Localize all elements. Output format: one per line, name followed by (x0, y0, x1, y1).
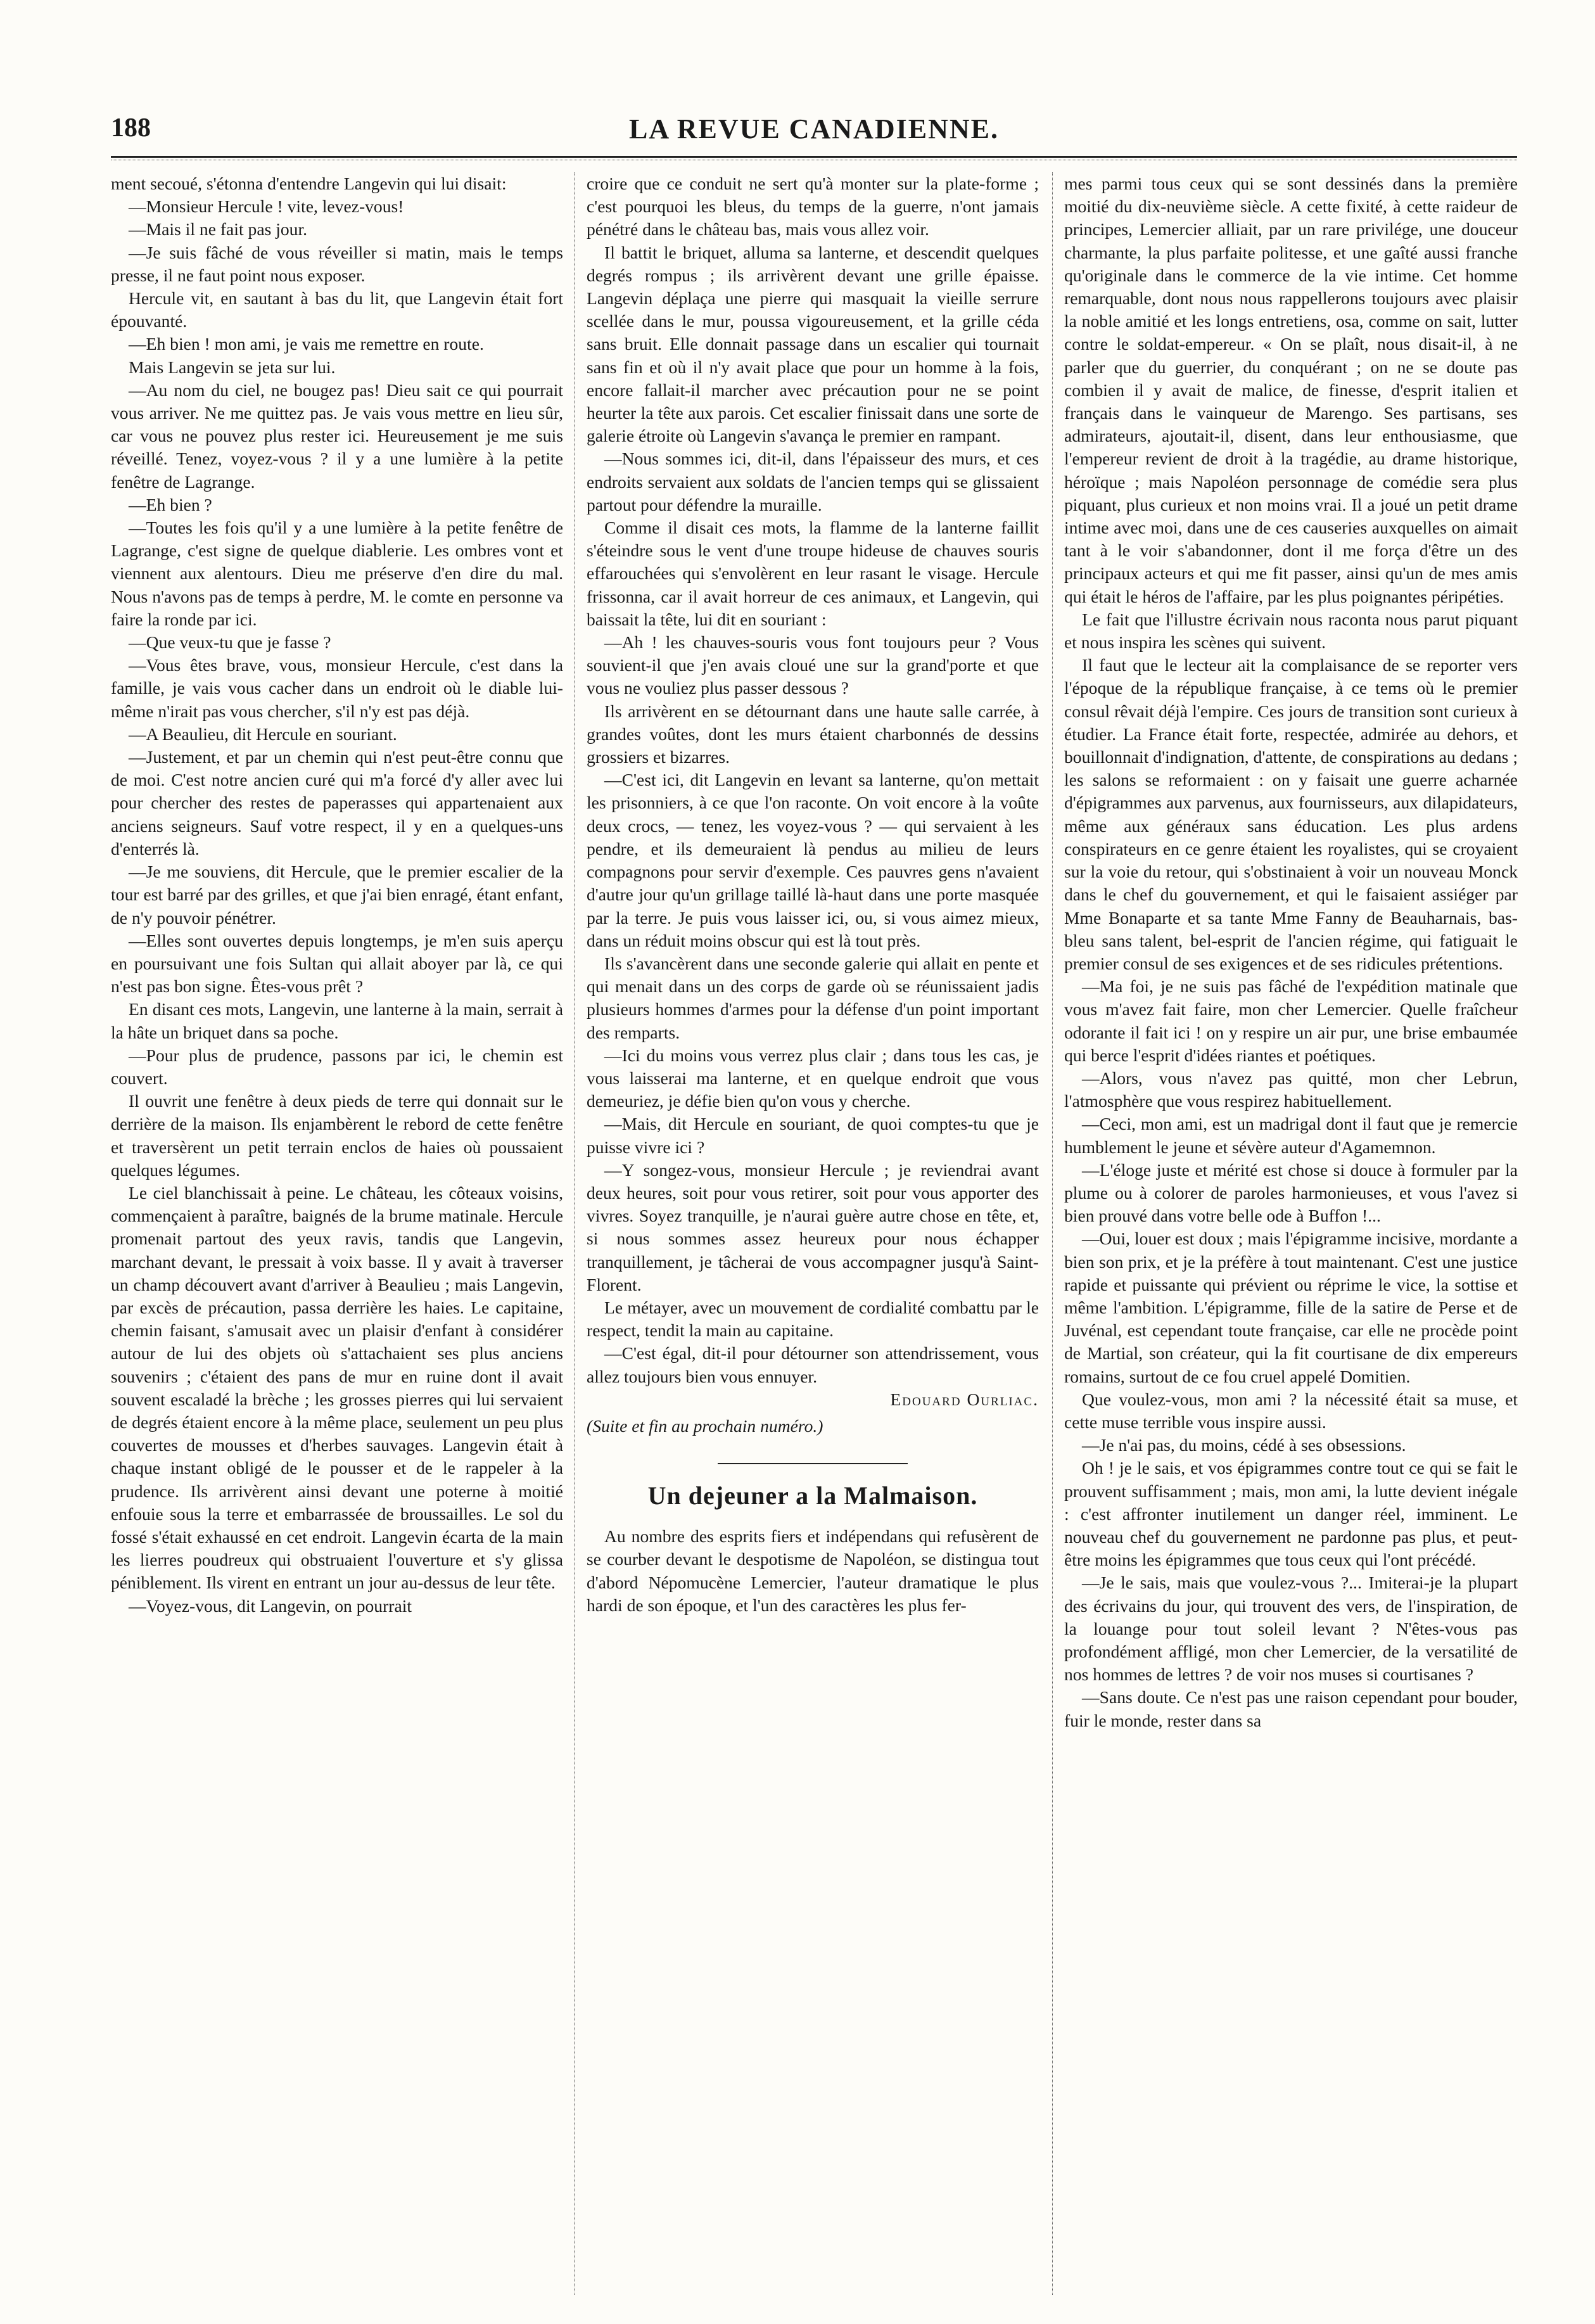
paragraph: —Oui, louer est doux ; mais l'épigramme incisive, mordante a bien son prix, et je la préfère à tout maintenant. C'est une justice rapide et puissante qui prévient ou réprime le vice, la sottise et même l'ambition. L'épigramme, fille de la satire de Perse et de Juvénal, est cependant toute française, car elle ne procède point de Martial, son créateur, qui la fit courtisane de dix empereurs romains, surtout de ce fou cruel appelé Domitien. (1064, 1229, 1518, 1386)
paragraph: —Y songez-vous, monsieur Hercule ; je reviendrai avant deux heures, soit pour vous retirer, soit pour vous apporter des vivres. Soyez tranquille, je n'aurai guère autre chose en tête, et, si nous sommes assez heureux pour nous échapper tranquillement, je tâcherai de vous accompagner jusqu'à Saint-Florent. (587, 1159, 1039, 1294)
page-header (111, 113, 1517, 151)
paragraph: Que voulez-vous, mon ami ? la nécessité était sa muse, et cette muse terrible vous inspire aussi. (1064, 1389, 1518, 1432)
paragraph: croire que ce conduit ne sert qu'à monter sur la plate-forme ; c'est pourquoi les bleus, du temps de la guerre, n'ont jamais pénétré dans le château bas, mais vous allez voir. (587, 174, 1039, 239)
paragraph: —Justement, et par un chemin qui n'est peut-être connu que de moi. C'est notre ancien curé qui m'a forcé d'y aller avec lui pour chercher des restes de paperasses qui appartenaient aux anciens seigneurs. Sauf votre respect, il y en a quelques-uns d'enterrés là. (111, 747, 563, 859)
paragraph: —Je suis fâché de vous réveiller si matin, mais le temps presse, il ne faut point nous exposer. (111, 242, 563, 285)
paragraph: —C'est égal, dit-il pour détourner son attendrissement, vous allez toujours bien vous ennuyer. (587, 1343, 1039, 1386)
column-divider (574, 172, 575, 2295)
paragraph: —Vous êtes brave, vous, monsieur Hercule, c'est dans la famille, je vais vous cacher dans un endroit où le diable lui-même n'irait pas vous chercher, s'il n'y est pas déjà. (111, 655, 563, 721)
paragraph: —Ah ! les chauves-souris vous font toujours peur ? Vous souvient-il que j'en avais cloué une sur la grand'porte et que vous ne vouliez plus passer dessous ? (587, 632, 1039, 698)
paragraph: Il battit le briquet, alluma sa lanterne, et descendit quelques degrés rompus ; ils arrivèrent devant une grille épaisse. Langevin déplaça une pierre qui masquait la vieille serrure scellée dans le mur, poussa vigoureusement, et la grille céda sans bruit. Elle donnait passage dans un escalier qui tournait sans fin et où il n'y avait place que pour un homme à la fois, encore fallait-il marcher avec précaution pour ne se point heurter la tête aux parois. Cet escalier finissait dans une sorte de galerie étroite où Langevin s'avança le premier en rampant. (587, 242, 1039, 446)
paragraph: —Eh bien ? (129, 494, 212, 514)
paragraph: —Ici du moins vous verrez plus clair ; dans tous les cas, je vous laisserai ma lanterne, et en quelque endroit que vous demeuriez, je défie bien qu'on vous y cherche. (587, 1045, 1039, 1111)
paragraph: —Sans doute. Ce n'est pas une raison cependant pour bouder, fuir le monde, rester dans sa (1064, 1687, 1518, 1730)
paragraph: ment secoué, s'étonna d'entendre Langevin qui lui disait: (111, 174, 507, 193)
paragraph: —Mais il ne fait pas jour. (129, 219, 308, 239)
paragraph: mes parmi tous ceux qui se sont dessinés dans la première moitié du dix-neuvième siècle. A cette fixité, à cette raideur de principes, Lemercier alliait, par un rare privilége, une douceur charmante, la plus parfaite politesse, et une gaîté aussi franche qu'originale dans le commerce de la vie intime. Cet homme remarquable, dont nous nous rappellerons toujours avec plaisir la noble amitié et les longs entretiens, osa, comme on sait, lutter contre le soldat-empereur. « On se plaît, nous disait-il, à ne parler que du guerrier, du conquérant ; on ne se doute pas combien il y avait de malice, de finesse, d'esprit italien et français dans le vainqueur de Marengo. Ses partisans, ses admirateurs, ajoutait-il, disent, dans leur enthousiasme, que l'empereur revient de droit à la tragédie, au drame historique, héroïque ; mais Napoléon personnage de comédie sera plus piquant, plus curieux et non moins vrai. Il a joué un petit drame intime avec moi, dans une de ces causeries auxquelles on aimait tant à le voir s'abandonner, dont il me força d'être un des principaux acteurs et qui me fit passer, ainsi qu'un de mes amis qui était le héros de l'affaire, par les plus poignantes péripéties. (1064, 174, 1518, 606)
paragraph: —Je me souviens, dit Hercule, que le premier escalier de la tour est barré par des grilles, et que j'ai bien enragé, étant enfant, de n'y pouvoir pénétrer. (111, 862, 563, 928)
paragraph: Il ouvrit une fenêtre à deux pieds de terre qui donnait sur le derrière de la maison. Ils enjambèrent le rebord de cette fenêtre et traversèrent un petit terrain enclos de haies où poussaient quelques légumes. (111, 1091, 563, 1180)
paragraph: Oh ! je le sais, et vos épigrammes contre tout ce qui se fait le prouvent suffisamment ; mais, mon ami, la lutte devient inégale : c'est affronter inutilement un danger réel, imminent. Le nouveau chef du gouvernement ne pardonne pas plus, et peut-être moins les épigrammes que tous ceux qui l'ont précédé. (1064, 1458, 1518, 1570)
paragraph: Comme il disait ces mots, la flamme de la lanterne faillit s'éteindre sous le vent d'une troupe hideuse de chauves souris effarouchées qui s'envolèrent en leur rasant le visage. Hercule frissonna, car il avait horreur de ces animaux, et Langevin, qui baissait la tête, lui dit en souriant : (587, 518, 1039, 629)
paragraph: —Je n'ai pas, du moins, cédé à ses obsessions. (1082, 1435, 1406, 1455)
section-title: Un dejeuner a la Malmaison. (647, 1481, 978, 1510)
paragraph: —Voyez-vous, dit Langevin, on pourrait (129, 1595, 412, 1616)
paragraph: —Mais, dit Hercule en souriant, de quoi comptes-tu que je puisse vivre ici ? (587, 1114, 1039, 1157)
paragraph: —L'éloge juste et mérité est chose si douce à formuler par la plume ou à colorer de paroles harmonieuses, et vous l'avez si bien prouvé dans votre belle ode à Buffon !... (1064, 1159, 1518, 1226)
header-rule (111, 156, 1517, 158)
text-column-3 (1064, 172, 1518, 2301)
paragraph: —Que veux-tu que je fasse ? (129, 632, 331, 653)
paragraph: —Monsieur Hercule ! vite, levez-vous! (129, 196, 404, 217)
paragraph: Le ciel blanchissait à peine. Le château, les côteaux voisins, commençaient à paraître, baignés de la brume matinale. Hercule promenait partout des yeux ravis, tandis que Langevin, marchant devant, le pressait à voix basse. Il y avait à traverser un champ découvert avant d'arriver à Beaulieu ; mais Langevin, par excès de précaution, passa derrière les haies. Le capitaine, chemin faisant, s'amusait avec un plaisir d'enfant à considérer autour de lui des objets où s'attachaient ses plus anciens souvenirs ; c'étaient des pans de mur en ruine dont il avait souvent escaladé la brèche ; les grosses pierres qui lui servaient de degrés étaient encore à la même place, seulement un peu plus couvertes de mousses et d'herbes sauvages. Langevin était à chaque instant obligé de le pousser et de le rappeler à la prudence. Ils arrivèrent ainsi devant une poterne à moitié enfouie sous la terre et embarrassée de broussailles. Le sol du fossé s'était exhaussé en cet endroit. Langevin écarta de la main les lierres poudreux qui obstruaient l'ouverture et s'y glissa péniblement. Ils virent en entrant un jour au-dessus de leur tête. (111, 1182, 563, 1593)
paragraph: —Ma foi, je ne suis pas fâché de l'expédition matinale que vous m'avez fait faire, mon cher Lemercier. Quelle fraîcheur odorante il fait ici ! on y respire un air pur, une brise embaumée qui berce l'esprit d'idées riantes et poétiques. (1064, 976, 1518, 1065)
column-divider (1052, 172, 1053, 2295)
paragraph: —Toutes les fois qu'il y a une lumière à la petite fenêtre de Lagrange, c'est signe de quelque diablerie. Les ombres vont et viennent aux alentours. Dieu me préserve d'en dire du mal. Nous n'avons pas de temps à perdre, M. le comte en personne va faire la ronde par ici. (111, 518, 563, 629)
paragraph: —Ceci, mon ami, est un madrigal dont il faut que je remercie humblement le jeune et sévère auteur d'Agamemnon. (1064, 1114, 1518, 1157)
paragraph: Il faut que le lecteur ait la complaisance de se reporter vers l'époque de la république française, à ce tems où le premier consul rêvait déjà l'empire. Ces jours de transition sont curieux à étudier. La France était forte, respectée, admirée au dehors, et bouillonnait d'indignation, d'attente, de conspirations au dedans ; les salons se reformaient : on y faisait une guerre acharnée d'épigrammes aux parvenus, aux fournisseurs, aux dilapidateurs, même aux généraux sans éducation. Les plus ardens conspirateurs en ce genre étaient les royalistes, qui se croyaient sur la voie du retour, qui s'obstinaient à voir un nouveau Monck dans le chef du gouvernement, et qui le faisaient assiéger par Mme Bonaparte et sa tante Mme Fanny de Beauharnais, bas-bleu sans talent, bel-esprit de l'ancien régime, qui fatiguait le premier consul de ses exigences et de ses ridicules prétentions. (1064, 655, 1518, 973)
paragraph: —Elles sont ouvertes depuis longtemps, je m'en suis aperçu en poursuivant une fois Sultan qui allait aboyer par là, ce qui n'est pas bon signe. Êtes-vous prêt ? (111, 930, 563, 997)
paragraph: —Je le sais, mais que voulez-vous ?... Imiterai-je la plupart des écrivains du jour, qui trouvent des vers, de l'inspiration, de la louange pour tout soleil levant ? N'êtes-vous pas profondément affligé, mon cher Lemercier, de la versatilité de nos hommes de lettres ? de voir nos muses si courtisanes ? (1064, 1573, 1518, 1685)
section-separator (718, 1463, 908, 1464)
running-title: LA REVUE CANADIENNE. (629, 113, 999, 144)
paragraph: Mais Langevin se jeta sur lui. (129, 357, 336, 377)
text-column-1 (111, 172, 563, 2301)
paragraph: —C'est ici, dit Langevin en levant sa lanterne, qu'on mettait les prisonniers, à ce que l'on raconte. On voit encore à la voûte deux crocs, — tenez, les voyez-vous ? — qui servaient à les pendre, et ils demeuraient là pendus au milieu de leurs compagnons pour servir d'exemple. Ces pauvres gens n'avaient d'autre jour qu'un grillage taillé là-haut dans une porte masquée par la terre. Je puis vous laisser ici, ou, si vous aimez mieux, dans un réduit moins obscur qui est là tout près. (587, 770, 1039, 950)
paragraph: En disant ces mots, Langevin, une lanterne à la main, serrait à la hâte un briquet dans sa poche. (111, 999, 563, 1042)
paragraph: Hercule vit, en sautant à bas du lit, que Langevin était fort épouvanté. (111, 288, 563, 331)
paragraph: Le fait que l'illustre écrivain nous raconta nous parut piquant et nous inspira les scènes qui suivent. (1064, 609, 1518, 653)
paragraph: —Alors, vous n'avez pas quitté, mon cher Lebrun, l'atmosphère que vous respirez habituellement. (1064, 1068, 1518, 1111)
paragraph: —Eh bien ! mon ami, je vais me remettre en route. (129, 334, 484, 354)
paragraph: Ils s'avancèrent dans une seconde galerie qui allait en pente et qui menait dans un des corps de garde où se réunissaient jadis plusieurs hommes d'armes pour la défense d'un point important des remparts. (587, 953, 1039, 1042)
paragraph: Le métayer, avec un mouvement de cordialité combattu par le respect, tendit la main au capitaine. (587, 1297, 1039, 1341)
paragraph: —Pour plus de prudence, passons par ici, le chemin est couvert. (111, 1045, 563, 1088)
paragraph: —Nous sommes ici, dit-il, dans l'épaisseur des murs, et ces endroits servaient aux soldats de l'ancien temps qui se glissaient partout pour défendre la muraille. (587, 449, 1039, 514)
continuation-note: (Suite et fin au prochain numéro.) (587, 1415, 823, 1436)
author-signature: Edouard Ourliac. (890, 1389, 1039, 1409)
paragraph: —A Beaulieu, dit Hercule en souriant. (129, 724, 397, 744)
section-intro: Au nombre des esprits fiers et indépendans qui refusèrent de se courber devant le despotisme de Napoléon, se distingua tout d'abord Népomucène Lemercier, l'auteur dramatique le plus hardi de son époque, et l'un des caractères les plus fer- (587, 1526, 1039, 1615)
page-number: 188 (111, 113, 151, 143)
paragraph: —Au nom du ciel, ne bougez pas! Dieu sait ce qui pourrait vous arriver. Ne me quittez pas. Je vais vous mettre en lieu sûr, car vous ne pouvez plus rester ici. Heureusement je me suis réveillé. Tenez, voyez-vous ? il y a une lumière à la petite fenêtre de Lagrange. (111, 380, 563, 492)
paragraph: Ils arrivèrent en se détournant dans une haute salle carrée, à grandes voûtes, dont les murs étaient charbonnés de dessins grossiers et bizarres. (587, 701, 1039, 767)
text-column-2 (587, 172, 1039, 2301)
